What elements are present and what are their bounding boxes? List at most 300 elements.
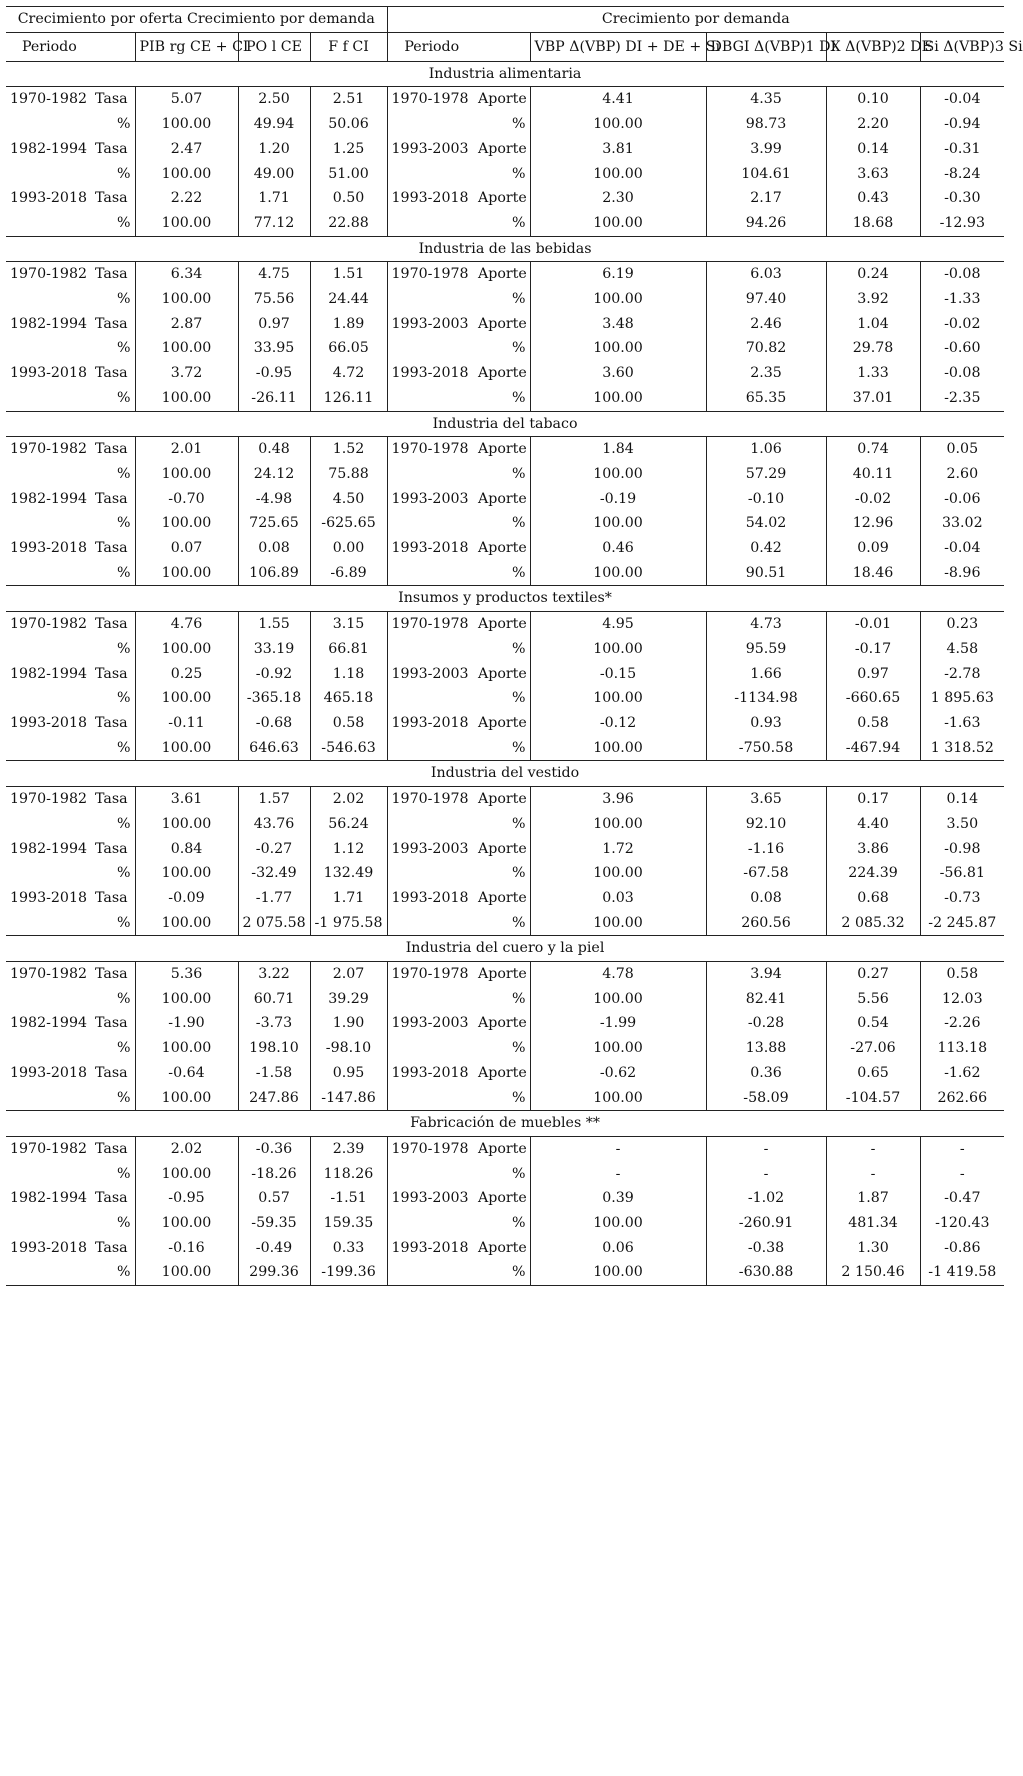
cell-si: 1 895.63 [920,686,1004,711]
table-row [6,911,1004,936]
cell-periodo: 1993-2018 [10,889,88,906]
cell-indicator: % [117,865,131,882]
cell-indicator-2: % [512,116,526,133]
cell-vbp: 0.39 [530,1186,706,1211]
supply-growth-group-header: Crecimiento por oferta Crecimiento por demanda [6,7,387,33]
cell-indicator-2: Aporte [478,840,527,857]
cell-po: 24.12 [238,462,310,487]
table-row [6,312,1004,337]
cell-indicator: Tasa [95,540,128,557]
cell-po: 60.71 [238,987,310,1012]
cell-po: -0.92 [238,662,310,687]
cell-po: 0.57 [238,1186,310,1211]
cell-f: 126.11 [310,386,387,411]
cell-si: -0.94 [920,112,1004,137]
cell-indicator-2: % [512,865,526,882]
col-header-x: X Δ(VBP)2 DE [826,32,920,61]
cell-vbp: 100.00 [530,162,706,187]
cell-indicator-2: Aporte [478,1190,527,1207]
cell-indicator-2: Aporte [478,1015,527,1032]
cell-si: -0.98 [920,837,1004,862]
cell-periodo: 1970-1982 [10,1140,88,1157]
cell-indicator-2: Aporte [478,140,527,157]
section-title: Fabricación de muebles ** [6,1111,1004,1137]
cell-pib: 4.76 [135,612,238,637]
cell-f: 0.00 [310,536,387,561]
cell-f: 1.12 [310,837,387,862]
cell-indicator: % [117,340,131,357]
cell-periodo [6,686,93,711]
cell-po: -0.68 [238,711,310,736]
cell-x: - [826,1136,920,1161]
cell-pib: -0.95 [135,1186,238,1211]
cell-pib: 100.00 [135,287,238,312]
cell-vbp: 100.00 [530,1086,706,1111]
cell-x: - [826,1162,920,1187]
cell-periodo [6,162,93,187]
cell-dbgi: 1.06 [706,437,826,462]
cell-po: 198.10 [238,1036,310,1061]
cell-indicator: Tasa [95,1190,128,1207]
cell-vbp: 100.00 [530,1036,706,1061]
cell-x: 0.14 [826,137,920,162]
cell-indicator: Tasa [95,266,128,283]
cell-x: 1.33 [826,361,920,386]
cell-pib: 3.61 [135,787,238,812]
cell-periodo-2: 1970-1978 [387,262,476,287]
cell-periodo-2 [387,861,476,886]
group-header-row [6,7,1004,33]
cell-periodo-2: 1993-2018 [387,711,476,736]
table-row [6,1086,1004,1111]
cell-si: -0.73 [920,886,1004,911]
cell-po: 0.48 [238,437,310,462]
cell-si: -0.04 [920,536,1004,561]
table-row [6,1061,1004,1086]
cell-po: -26.11 [238,386,310,411]
cell-x: 18.68 [826,211,920,236]
cell-indicator: % [93,1260,135,1285]
cell-periodo-2 [387,1036,476,1061]
cell-periodo [6,1036,93,1061]
section-title: Industria del vestido [6,761,1004,787]
cell-periodo-2: 1993-2003 [387,837,476,862]
cell-indicator-2: Aporte [478,966,527,983]
cell-indicator-2: Aporte [478,1140,527,1157]
cell-periodo-2: 1970-1978 [387,787,476,812]
cell-periodo-2 [387,1162,476,1187]
cell-po: 1.71 [238,186,310,211]
cell-indicator-2: % [512,1215,526,1232]
table-row [6,87,1004,112]
cell-f: 2.51 [310,87,387,112]
cell-po: 49.00 [238,162,310,187]
cell-pib: 100.00 [135,861,238,886]
cell-f: 1.18 [310,662,387,687]
cell-x: 224.39 [826,861,920,886]
cell-periodo [6,511,93,536]
cell-indicator-2: % [512,291,526,308]
cell-indicator-2: Aporte [478,315,527,332]
cell-si: 0.14 [920,787,1004,812]
cell-periodo-2: 1970-1978 [387,437,476,462]
cell-vbp: -1.99 [530,1011,706,1036]
cell-indicator: Tasa [95,91,128,108]
cell-pib: 0.84 [135,837,238,862]
cell-pib: 2.22 [135,186,238,211]
cell-po: -32.49 [238,861,310,886]
cell-pib: 100.00 [135,336,238,361]
cell-x: 0.10 [826,87,920,112]
cell-periodo [6,336,93,361]
cell-po: 2 075.58 [238,911,310,936]
cell-x: 3.92 [826,287,920,312]
cell-indicator: % [117,515,131,532]
cell-indicator: % [117,815,131,832]
cell-si: -8.96 [920,561,1004,586]
cell-f: 1.89 [310,312,387,337]
table-row [6,962,1004,987]
cell-si: -1 419.58 [920,1260,1004,1285]
cell-vbp: 4.78 [530,962,706,987]
col-header-vbp: VBP Δ(VBP) DI + DE + Si [530,32,706,61]
cell-periodo: 1993-2018 [10,365,88,382]
cell-vbp: 4.41 [530,87,706,112]
col-header-si: Si Δ(VBP)3 Si [920,32,1004,61]
cell-pib: 100.00 [135,1086,238,1111]
cell-dbgi: 2.17 [706,186,826,211]
cell-indicator-2: Aporte [478,616,527,633]
cell-dbgi: 57.29 [706,462,826,487]
cell-dbgi: - [706,1136,826,1161]
cell-po: 1.57 [238,787,310,812]
table-row [6,886,1004,911]
cell-periodo-2 [387,686,476,711]
cell-dbgi: 70.82 [706,336,826,361]
cell-periodo-2 [387,336,476,361]
cell-po: 49.94 [238,112,310,137]
cell-indicator-2: Aporte [478,540,527,557]
cell-f: 39.29 [310,987,387,1012]
table-row [6,487,1004,512]
cell-pib: 100.00 [135,1162,238,1187]
cell-po: -0.27 [238,837,310,862]
cell-x: 0.27 [826,962,920,987]
section-header-row [6,411,1004,437]
cell-pib: 100.00 [135,1260,238,1285]
cell-vbp: - [530,1162,706,1187]
cell-x: -104.57 [826,1086,920,1111]
cell-po: 77.12 [238,211,310,236]
cell-vbp: 3.81 [530,137,706,162]
cell-vbp: 100.00 [530,287,706,312]
cell-po: 4.75 [238,262,310,287]
cell-dbgi: -0.28 [706,1011,826,1036]
cell-periodo-2: 1993-2018 [387,536,476,561]
cell-vbp: 2.30 [530,186,706,211]
cell-po: 3.22 [238,962,310,987]
cell-vbp: -0.19 [530,487,706,512]
table-row [6,612,1004,637]
cell-x: -0.17 [826,637,920,662]
table-row [6,511,1004,536]
cell-indicator-2: % [512,515,526,532]
cell-indicator-2: Aporte [478,365,527,382]
cell-si: -56.81 [920,861,1004,886]
cell-periodo: 1993-2018 [10,540,88,557]
cell-f: 22.88 [310,211,387,236]
cell-dbgi: -630.88 [706,1260,826,1285]
cell-si: - [920,1136,1004,1161]
cell-indicator: Tasa [95,840,128,857]
cell-f: 75.88 [310,462,387,487]
cell-pib: 100.00 [135,1211,238,1236]
cell-x: 18.46 [826,561,920,586]
cell-periodo: 1993-2018 [10,1064,88,1081]
cell-dbgi: -260.91 [706,1211,826,1236]
cell-periodo: 1982-1994 [10,665,88,682]
cell-indicator: % [93,211,135,236]
cell-indicator: Tasa [95,1015,128,1032]
cell-periodo-2: 1970-1978 [387,1136,476,1161]
cell-f: 1.90 [310,1011,387,1036]
cell-x: 481.34 [826,1211,920,1236]
cell-si: 1 318.52 [920,736,1004,761]
cell-x: 37.01 [826,386,920,411]
cell-pib: 100.00 [135,1036,238,1061]
cell-dbgi: 260.56 [706,911,826,936]
cell-vbp: 100.00 [530,911,706,936]
cell-periodo-2: 1970-1978 [387,962,476,987]
cell-x: 2.20 [826,112,920,137]
cell-periodo-2 [387,462,476,487]
cell-indicator-2: Aporte [478,266,527,283]
cell-x: 2 085.32 [826,911,920,936]
cell-f: 0.95 [310,1061,387,1086]
cell-dbgi: 54.02 [706,511,826,536]
cell-x: 3.86 [826,837,920,862]
cell-dbgi: 0.93 [706,711,826,736]
cell-f: 465.18 [310,686,387,711]
section-title: Industria del tabaco [6,411,1004,437]
cell-dbgi: 6.03 [706,262,826,287]
cell-indicator: % [117,465,131,482]
cell-po: 725.65 [238,511,310,536]
cell-pib: 100.00 [135,511,238,536]
cell-periodo-2 [387,386,476,411]
cell-po: 33.95 [238,336,310,361]
cell-periodo: 1993-2018 [10,1239,88,1256]
cell-pib: 6.34 [135,262,238,287]
cell-x: 29.78 [826,336,920,361]
cell-si: -0.47 [920,1186,1004,1211]
cell-indicator: % [117,165,131,182]
table-row [6,987,1004,1012]
cell-x: 0.68 [826,886,920,911]
cell-dbgi: 2.35 [706,361,826,386]
cell-x: -0.02 [826,487,920,512]
cell-si: -8.24 [920,162,1004,187]
cell-si: 0.58 [920,962,1004,987]
cell-indicator-2: % [512,1040,526,1057]
cell-pib: -1.90 [135,1011,238,1036]
cell-periodo-2 [387,112,476,137]
section-title: Industria de las bebidas [6,236,1004,262]
cell-si: -2.35 [920,386,1004,411]
cell-x: 1.30 [826,1236,920,1261]
cell-pib: 100.00 [135,561,238,586]
table-row [6,112,1004,137]
cell-periodo: 1970-1982 [10,616,88,633]
cell-pib: 100.00 [135,386,238,411]
cell-x: -27.06 [826,1036,920,1061]
cell-si: - [920,1162,1004,1187]
table-row [6,812,1004,837]
cell-si: -0.30 [920,186,1004,211]
cell-periodo [6,861,93,886]
cell-po: 33.19 [238,637,310,662]
cell-f: 1.25 [310,137,387,162]
cell-vbp: 100.00 [530,1211,706,1236]
section-header-row [6,236,1004,262]
cell-indicator-2: Aporte [478,490,527,507]
cell-indicator: Tasa [95,791,128,808]
column-header-row [6,32,1004,61]
cell-pib: 100.00 [135,911,238,936]
cell-si: 0.23 [920,612,1004,637]
cell-dbgi: 0.42 [706,536,826,561]
cell-po: 646.63 [238,736,310,761]
cell-vbp: 100.00 [530,686,706,711]
cell-dbgi: 65.35 [706,386,826,411]
cell-indicator: % [93,561,135,586]
cell-indicator-2: % [476,736,530,761]
cell-periodo: 1970-1982 [10,91,88,108]
table-row [6,861,1004,886]
cell-pib: 100.00 [135,637,238,662]
cell-periodo-2: 1993-2018 [387,1236,476,1261]
table-row [6,336,1004,361]
cell-si: -0.06 [920,487,1004,512]
cell-f: 24.44 [310,287,387,312]
table-row [6,1260,1004,1285]
cell-x: 0.43 [826,186,920,211]
cell-f: 159.35 [310,1211,387,1236]
cell-pib: 100.00 [135,162,238,187]
cell-periodo [6,736,93,761]
cell-vbp: 100.00 [530,987,706,1012]
cell-indicator-2: Aporte [478,791,527,808]
cell-x: 0.54 [826,1011,920,1036]
cell-dbgi: - [706,1162,826,1187]
cell-x: 0.24 [826,262,920,287]
cell-vbp: 100.00 [530,386,706,411]
cell-indicator-2: % [476,561,530,586]
cell-x: -467.94 [826,736,920,761]
cell-periodo-2: 1993-2003 [387,137,476,162]
cell-periodo [6,112,93,137]
cell-si: -12.93 [920,211,1004,236]
cell-pib: 5.36 [135,962,238,987]
cell-pib: 3.72 [135,361,238,386]
table-row [6,386,1004,411]
cell-pib: 0.07 [135,536,238,561]
cell-periodo-2: 1993-2003 [387,662,476,687]
cell-periodo-2: 1970-1978 [387,612,476,637]
cell-indicator: Tasa [95,616,128,633]
cell-dbgi: -0.10 [706,487,826,512]
cell-vbp: 100.00 [530,112,706,137]
cell-x: 0.74 [826,437,920,462]
cell-indicator: % [93,911,135,936]
cell-po: -18.26 [238,1162,310,1187]
cell-indicator: Tasa [95,1140,128,1157]
cell-periodo [6,637,93,662]
cell-vbp: 3.48 [530,312,706,337]
cell-periodo [6,561,93,586]
cell-periodo-2: 1970-1978 [387,87,476,112]
cell-periodo-2 [387,812,476,837]
cell-x: 2 150.46 [826,1260,920,1285]
cell-periodo [6,386,93,411]
cell-si: -0.08 [920,262,1004,287]
cell-f: 56.24 [310,812,387,837]
cell-vbp: -0.62 [530,1061,706,1086]
cell-periodo [6,1260,93,1285]
table-row [6,686,1004,711]
cell-indicator: % [117,690,131,707]
cell-dbgi: 1.66 [706,662,826,687]
cell-vbp: 100.00 [530,1260,706,1285]
cell-periodo: 1982-1994 [10,840,88,857]
cell-indicator-2: % [512,690,526,707]
cell-si: -0.86 [920,1236,1004,1261]
cell-periodo [6,911,93,936]
table-row [6,637,1004,662]
cell-f: 2.07 [310,962,387,987]
cell-indicator-2: % [476,211,530,236]
cell-x: 5.56 [826,987,920,1012]
cell-indicator: Tasa [95,966,128,983]
cell-periodo-2 [387,1211,476,1236]
col-header-dbgi: DBGI Δ(VBP)1 DI [706,32,826,61]
cell-dbgi: 94.26 [706,211,826,236]
cell-si: -1.62 [920,1061,1004,1086]
cell-f: 1.71 [310,886,387,911]
cell-indicator-2: Aporte [478,1064,527,1081]
table-row [6,462,1004,487]
cell-x: -660.65 [826,686,920,711]
cell-si: 33.02 [920,511,1004,536]
table-row [6,536,1004,561]
cell-f: 4.50 [310,487,387,512]
cell-vbp: -0.12 [530,711,706,736]
cell-periodo-2 [387,561,476,586]
cell-si: -120.43 [920,1211,1004,1236]
cell-indicator: % [117,640,131,657]
cell-f: 66.05 [310,336,387,361]
cell-dbgi: 97.40 [706,287,826,312]
cell-vbp: 100.00 [530,561,706,586]
cell-f: -1 975.58 [310,911,387,936]
cell-dbgi: -750.58 [706,736,826,761]
cell-periodo-2 [387,211,476,236]
col-header-periodo-2: Periodo [387,32,476,61]
cell-vbp: 0.06 [530,1236,706,1261]
cell-si: 262.66 [920,1086,1004,1111]
cell-periodo-2 [387,511,476,536]
cell-periodo [6,1211,93,1236]
